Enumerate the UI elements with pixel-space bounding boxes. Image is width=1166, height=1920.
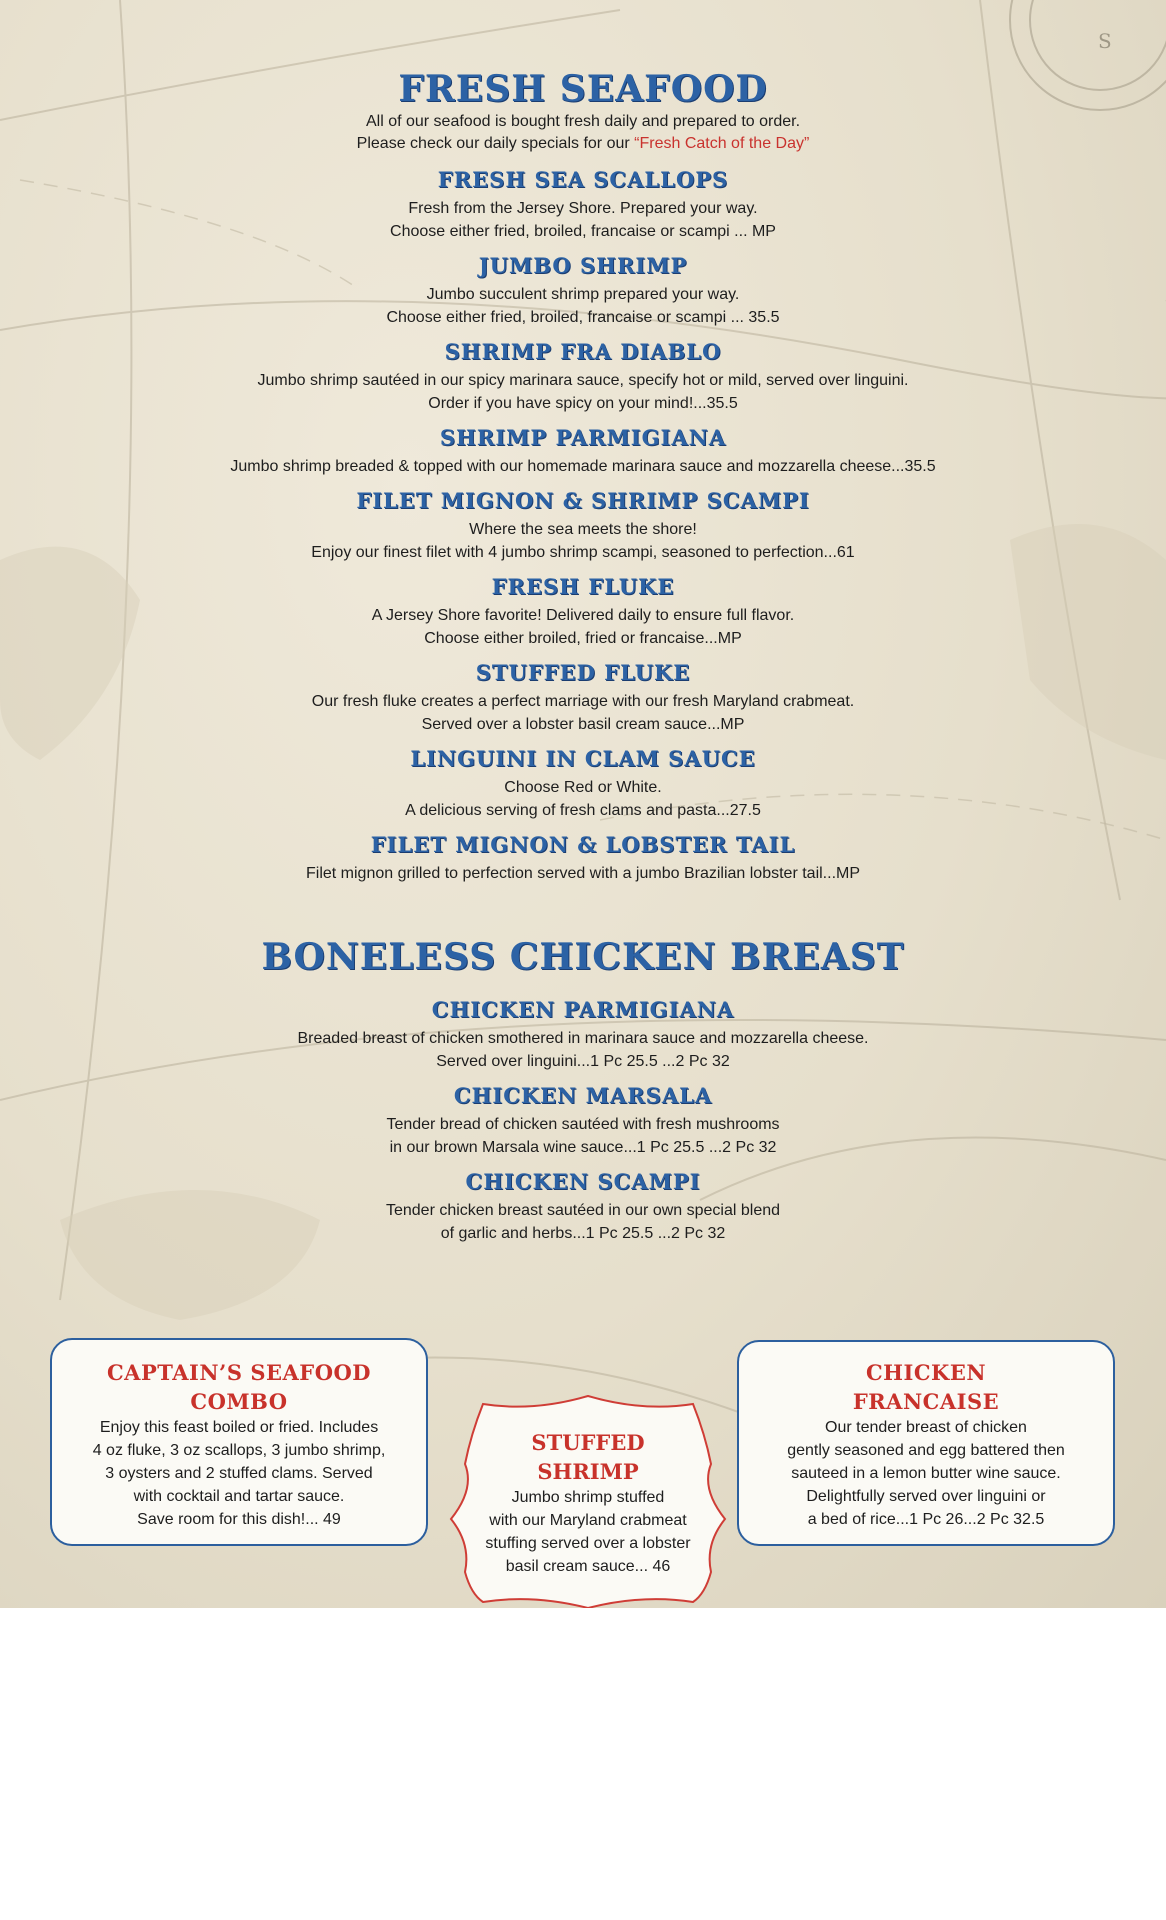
francaise-title-line-2: FRANCAISE <box>852 1389 1000 1414</box>
menu-item-description: Our fresh fluke creates a perfect marriage with our fresh Maryland crabmeat. <box>311 693 855 710</box>
menu-item-description: Choose either broiled, fried or francaise...MP <box>424 630 742 647</box>
menu-item-title-stuffed-fluke: STUFFED FLUKE <box>475 660 691 685</box>
menu-item-description: A Jersey Shore favorite! Delivered daily to ensure full flavor. <box>371 607 795 624</box>
menu-item-description: Choose Red or White. <box>504 779 662 796</box>
menu-item-title-fresh-fluke: FRESH FLUKE <box>491 574 675 599</box>
stuffed-shrimp-content <box>443 1428 733 1578</box>
seafood-intro-line-2 <box>0 132 1166 155</box>
menu-item-description: Tender bread of chicken sautéed with fresh mushrooms <box>386 1116 780 1133</box>
menu-item-title-chicken-scampi: CHICKEN SCAMPI <box>465 1169 701 1194</box>
stuffed-shrimp-title-line-1: STUFFED <box>531 1430 645 1455</box>
menu-item-description: Filet mignon grilled to perfection served with a jumbo Brazilian lobster tail...MP <box>305 865 861 882</box>
menu-item-description: Served over a lobster basil cream sauce...MP <box>421 716 745 733</box>
captains-combo-title-line-2: COMBO <box>190 1389 288 1414</box>
svg-text:S: S <box>1098 29 1112 53</box>
menu-item-description: Where the sea meets the shore! <box>469 521 697 538</box>
captains-combo-desc-4: with cocktail and tartar sauce. <box>133 1488 345 1505</box>
menu-item-title-fresh-sea-scallops: FRESH SEA SCALLOPS <box>437 167 729 192</box>
menu-item-description: Tender chicken breast sautéed in our own special blend <box>385 1202 781 1219</box>
menu-item-title-jumbo-shrimp: JUMBO SHRIMP <box>478 253 688 278</box>
menu-item-description: Jumbo succulent shrimp prepared your way. <box>426 286 740 303</box>
menu-item-description: of garlic and herbs...1 Pc 25.5 ...2 Pc 32 <box>440 1225 726 1242</box>
menu-item-title-filet-mignon-and-lobster-tail: FILET MIGNON & LOBSTER TAIL <box>370 832 796 857</box>
menu-item-title-shrimp-parmigiana: SHRIMP PARMIGIANA <box>439 425 727 450</box>
menu-item-description: Choose either fried, broiled, francaise or scampi ... MP <box>390 223 776 240</box>
menu-item-description: Enjoy our finest filet with 4 jumbo shrimp scampi, seasoned to perfection...61 <box>311 544 855 561</box>
menu-item-description: Served over linguini...1 Pc 25.5 ...2 Pc 32 <box>436 1053 730 1070</box>
stuffed-shrimp-box <box>443 1394 733 1608</box>
chicken-section-title: BONELESS CHICKEN BREAST <box>261 936 905 978</box>
menu-item-description: Breaded breast of chicken smothered in marinara sauce and mozzarella cheese. <box>297 1030 869 1047</box>
catch-of-day-highlight: “Fresh Catch of the Day” <box>634 135 810 152</box>
menu-item-description: Jumbo shrimp breaded & topped with our homemade marinara sauce and mozzarella cheese...35.5 <box>230 458 936 475</box>
menu-item-title-chicken-marsala: CHICKEN MARSALA <box>453 1083 713 1108</box>
captains-combo-desc-2: 4 oz fluke, 3 oz scallops, 3 jumbo shrimp, <box>92 1442 386 1459</box>
menu-item-description: Fresh from the Jersey Shore. Prepared your way. <box>408 200 758 217</box>
captains-combo-desc-5: Save room for this dish!... 49 <box>137 1511 341 1528</box>
menu-item-title-chicken-parmigiana: CHICKEN PARMIGIANA <box>431 997 735 1022</box>
captains-combo-desc-1: Enjoy this feast boiled or fried. Includes <box>99 1419 379 1436</box>
menu-item-description: in our brown Marsala wine sauce...1 Pc 25.5 ...2 Pc 32 <box>389 1139 777 1156</box>
seafood-section-title: FRESH SEAFOOD <box>398 68 768 110</box>
francaise-title-line-1: CHICKEN <box>865 1360 987 1385</box>
menu-item-title-shrimp-fra-diablo: SHRIMP FRA DIABLO <box>444 339 722 364</box>
francaise-desc-3: sauteed in a lemon butter wine sauce. <box>791 1465 1061 1482</box>
chicken-francaise-box <box>737 1340 1115 1546</box>
francaise-desc-2: gently seasoned and egg battered then <box>787 1442 1065 1459</box>
stuffed-shrimp-desc-2: with our Maryland crabmeat <box>489 1512 687 1529</box>
menu-item-description: A delicious serving of fresh clams and pasta...27.5 <box>405 802 761 819</box>
francaise-desc-1: Our tender breast of chicken <box>825 1419 1027 1436</box>
francaise-desc-4: Delightfully served over linguini or <box>806 1488 1046 1505</box>
stuffed-shrimp-desc-4: basil cream sauce... 46 <box>505 1558 671 1575</box>
captains-seafood-combo-box <box>50 1338 428 1546</box>
stuffed-shrimp-title-line-2: SHRIMP <box>537 1459 639 1484</box>
seafood-intro-line-1: All of our seafood is bought fresh daily and prepared to order. <box>365 113 801 130</box>
menu-item-description: Jumbo shrimp sautéed in our spicy marinara sauce, specify hot or mild, served over linguini. <box>257 372 909 389</box>
captains-combo-title-line-1: CAPTAIN’S SEAFOOD <box>106 1360 372 1385</box>
menu-item-title-linguini-in-clam-sauce: LINGUINI IN CLAM SAUCE <box>410 746 756 771</box>
menu-item-description: Order if you have spicy on your mind!...35.5 <box>428 395 738 412</box>
stuffed-shrimp-desc-3: stuffing served over a lobster <box>485 1535 691 1552</box>
francaise-desc-5: a bed of rice...1 Pc 26...2 Pc 32.5 <box>807 1511 1045 1528</box>
intro-text: Please check our daily specials for our <box>356 135 635 152</box>
captains-combo-desc-3: 3 oysters and 2 stuffed clams. Served <box>105 1465 373 1482</box>
menu-item-title-filet-mignon-and-shrimp-scampi: FILET MIGNON & SHRIMP SCAMPI <box>356 488 810 513</box>
menu-item-description: Choose either fried, broiled, francaise or scampi ... 35.5 <box>386 309 780 326</box>
stuffed-shrimp-desc-1: Jumbo shrimp stuffed <box>511 1489 665 1506</box>
